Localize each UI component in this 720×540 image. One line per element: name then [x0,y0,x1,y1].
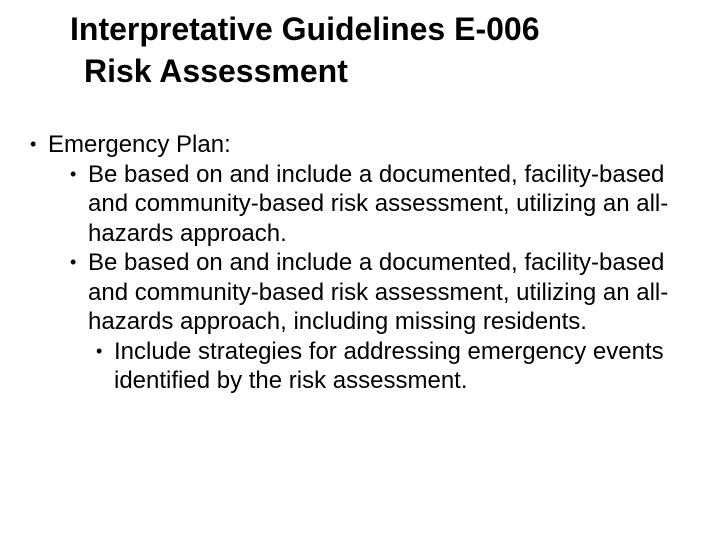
bullet-text: Be based on and include a documented, facility-based and community-based risk assessment, utilizing an all-hazards approach, including missing residents. [88,249,669,335]
slide-body [30,130,720,396]
slide-title [70,8,690,92]
bullet-level-2 [30,248,708,337]
bullet-text: Include strategies for addressing emergency events identified by the risk assessment. [114,337,664,394]
title-line-2: Risk Assessment [84,53,348,89]
bullet-text: Be based on and include a documented, facility-based and community-based risk assessment, utilizing an all-hazards approach. [88,160,669,247]
bullet-dot: • [70,163,77,184]
bullet-text: Emergency Plan: [48,131,231,158]
bullet-dot: • [96,340,103,361]
bullet-level-1 [30,130,720,160]
bullet-level-3 [30,337,694,396]
bullet-dot: • [30,134,37,154]
title-line-1: Interpretative Guidelines E-006 [70,11,540,47]
bullet-dot: • [70,252,77,272]
bullet-level-2 [30,160,708,249]
